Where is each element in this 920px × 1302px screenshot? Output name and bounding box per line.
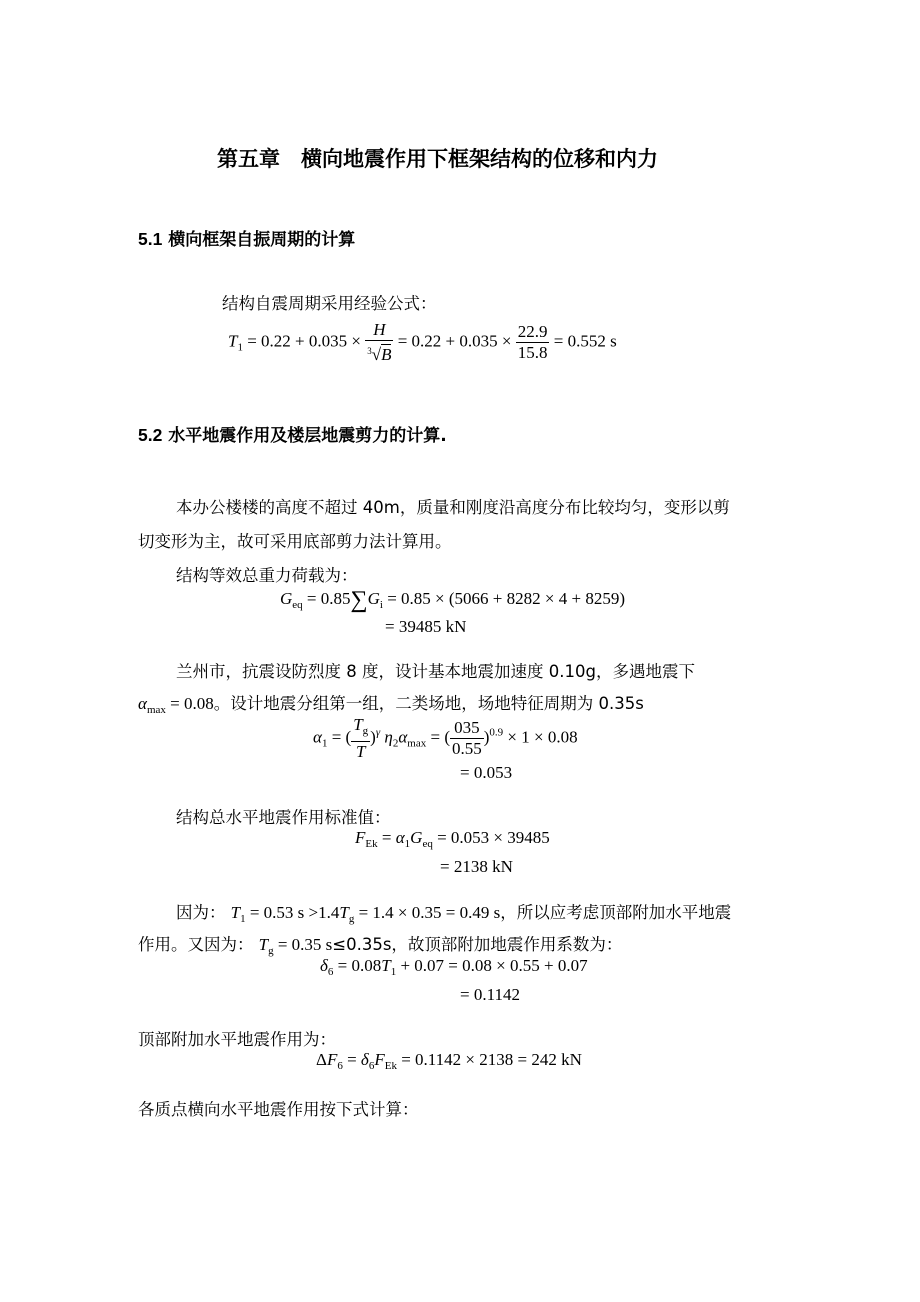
section-number: 5.1	[138, 229, 163, 249]
fraction: $\frac{035}{0.55}$	[452, 718, 482, 758]
paragraph: 兰州市，抗震设防烈度 8 度，设计基本地震加速度 0.10g，多遇地震下	[176, 662, 695, 681]
section-5-1-heading	[138, 225, 355, 250]
paragraph: 切变形为主，故可采用底部剪力法计算用。	[138, 532, 452, 551]
paragraph: 顶部附加水平地震作用为：	[138, 1030, 336, 1049]
paragraph: 本办公楼楼的高度不超过 40m，质量和刚度沿高度分布比较均匀，变形以剪	[176, 498, 730, 517]
fraction: $\frac{22.9}{15.8}$	[517, 322, 548, 362]
equation-geq-result: = 39485 kN	[385, 617, 467, 636]
equation-fek-result: = 2138 kN	[440, 857, 513, 876]
paragraph: 结构等效总重力荷载为：	[176, 566, 358, 585]
fraction: $\frac{H}{^3√B}$	[367, 320, 392, 364]
paragraph: $\alpha_{max} = 0.08$。设计地震分组第一组，二类场地，场地特征周期为 0.35s	[138, 694, 644, 716]
section-title: 横向框架自振周期的计算	[168, 230, 356, 250]
paragraph: 各质点横向水平地震作用按下式计算：	[138, 1100, 419, 1119]
paragraph: 结构总水平地震作用标准值：	[176, 808, 391, 827]
section-number: 5.2	[138, 425, 163, 445]
equation-delta6-result: = 0.1142	[460, 985, 520, 1004]
equation-alpha1: $\alpha_1$ = ( $\frac{T_g}{T}$ )$^\gamma$ $\eta_2\alpha_{max}$ = ( $\frac{035}{0.55}$ )$^{0.9}$ × 1 × 0.08	[313, 715, 578, 761]
chapter-title: 第五章 横向地震作用下框架结构的位移和内力	[217, 147, 658, 171]
paragraph: 作用。又因为： $T_g = 0.35$ s≤0.35s，故顶部附加地震作用系数为：	[138, 935, 623, 957]
section-5-2-heading	[138, 421, 447, 446]
equation-delta6: $\delta_6 = 0.08T_1 + 0.07 = 0.08 \times 0.55 + 0.07$	[320, 956, 588, 978]
equation-fek: $F_{Ek} = \alpha_1G_{eq} = 0.053 \times 39485$	[355, 828, 550, 850]
equation-geq: $G_{eq} = 0.85\sum G_i = 0.85 \times (5066 + 8282 \times 4 + 8259)$	[280, 587, 625, 613]
equation-delta-f6: $\Delta F_6 = \delta_6F_{Ek} = 0.1142 \times 2138 = 242$ kN	[316, 1050, 582, 1072]
equation-alpha1-result: = 0.053	[460, 763, 513, 782]
paragraph: 因为： $T_1 = 0.53$ $s >1.4T_g = 1.4 \times 0.35 = 0.49$ s，所以应考虑顶部附加水平地震	[176, 903, 732, 925]
equation-t1: $T_1 = 0.22 + 0.035$ × $\frac{H}{^3√B}$ = 0.22 + 0.035 × $\frac{22.9}{15.8}$ = 0.552 s	[228, 320, 617, 364]
fraction: $\frac{T_g}{T}$	[353, 715, 369, 761]
section-title: 水平地震作用及楼层地震剪力的计算.	[168, 426, 447, 446]
paragraph: 结构自震周期采用经验公式：	[222, 294, 437, 313]
